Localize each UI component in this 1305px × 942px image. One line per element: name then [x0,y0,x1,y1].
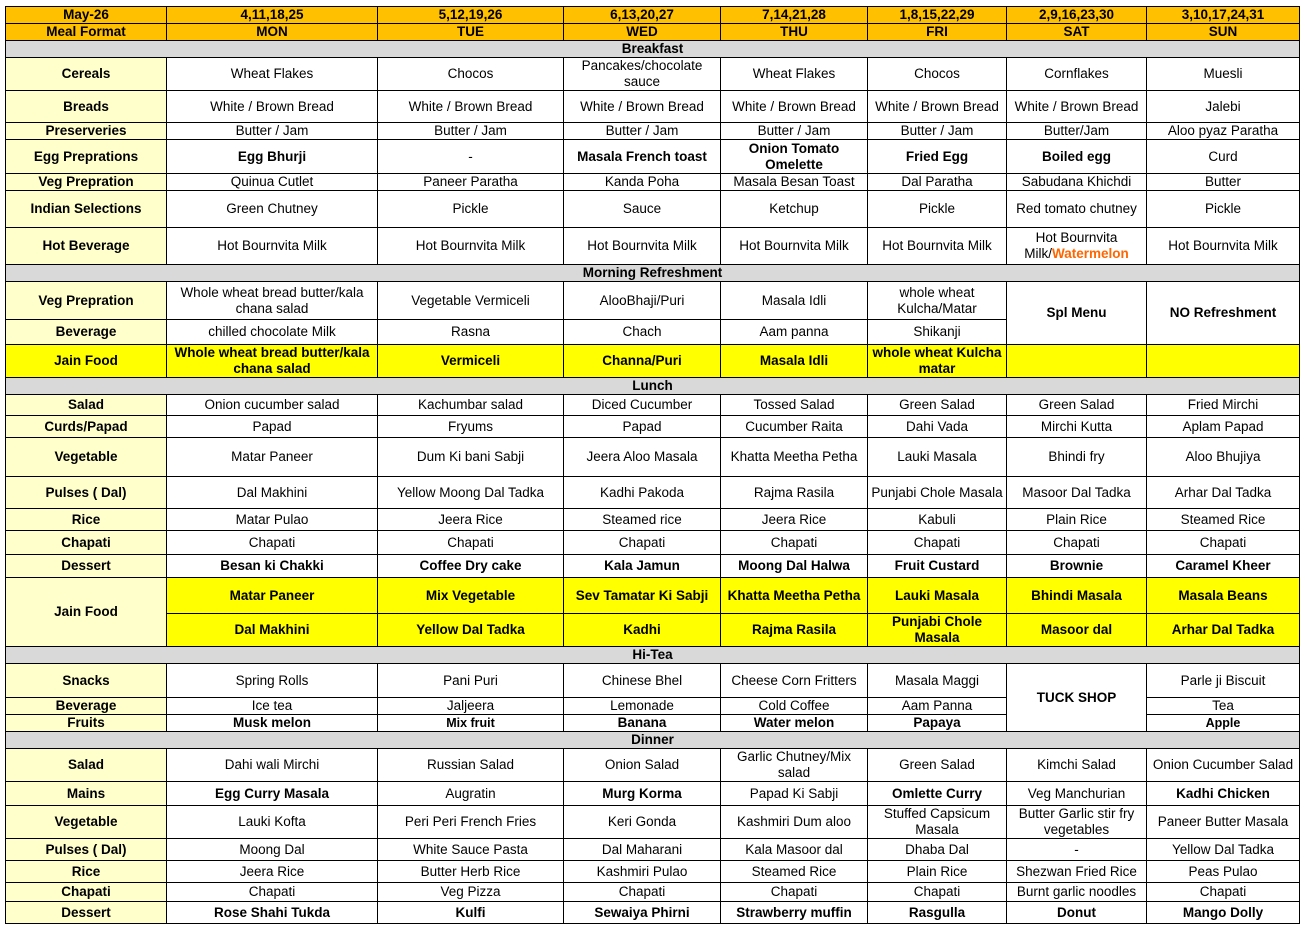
fruits-cell: Musk melon [167,715,378,732]
mains-cell: Egg Curry Masala [167,782,378,806]
dinner-dessert-row [6,902,1300,924]
dinner-pulses-label: Pulses ( Dal) [6,839,167,861]
snacks-cell: Pani Puri [378,664,564,698]
veg-preparation-cell: Dal Paratha [868,174,1007,191]
dinner-pulses-cell: Dal Maharani [564,839,721,861]
egg-preparations-row [6,140,1300,174]
dinner-vegetable-cell: Butter Garlic stir fry vegetables [1007,806,1147,839]
lunch-chapati-cell: Chapati [1147,531,1300,555]
fruits-cell: Water melon [721,715,868,732]
morning-beverage-cell: Rasna [378,320,564,345]
snacks-cell: Chinese Bhel [564,664,721,698]
veg-preparation-cell: Butter [1147,174,1300,191]
indian-selections-cell: Green Chutney [167,191,378,228]
dinner-dessert-label: Dessert [6,902,167,924]
no-refreshment-cell: NO Refreshment [1147,282,1300,345]
header-dates-row [6,7,1300,24]
fruits-cell: Apple [1147,715,1300,732]
veg-preparation-cell: Kanda Poha [564,174,721,191]
snacks-cell: Spring Rolls [167,664,378,698]
section-header: Lunch [6,378,1300,395]
cereals-cell: Chocos [868,58,1007,91]
curds-papad-cell: Aplam Papad [1147,416,1300,438]
mains-cell: Veg Manchurian [1007,782,1147,806]
jain-veg-cell: Matar Paneer [167,578,378,614]
section-dinner-row [6,732,1300,749]
lunch-pulses-label: Pulses ( Dal) [6,477,167,509]
lunch-rice-label: Rice [6,509,167,531]
breads-cell: White / Brown Bread [1007,91,1147,123]
section-header: Hi-Tea [6,647,1300,664]
dinner-rice-cell: Peas Pulao [1147,861,1300,883]
watermelon-text: Watermelon [1051,246,1129,261]
fruits-cell: Banana [564,715,721,732]
dinner-rice-cell: Butter Herb Rice [378,861,564,883]
curds-papad-cell: Dahi Vada [868,416,1007,438]
jain-dal-cell: Punjabi Chole Masala [868,614,1007,647]
veg-preparation-row [6,174,1300,191]
curds-papad-cell: Papad [167,416,378,438]
lunch-vegetable-row [6,438,1300,477]
snacks-cell: Cheese Corn Fritters [721,664,868,698]
lunch-salad-row [6,395,1300,416]
day-cell: MON [167,24,378,41]
cereals-cell: Wheat Flakes [167,58,378,91]
preserveries-cell: Butter/Jam [1007,123,1147,140]
lunch-chapati-cell: Chapati [378,531,564,555]
section-hitea-row [6,647,1300,664]
menu-table [5,6,1300,924]
indian-selections-cell: Pickle [1147,191,1300,228]
lunch-pulses-row [6,477,1300,509]
fruits-label: Fruits [6,715,167,732]
dinner-vegetable-cell: Lauki Kofta [167,806,378,839]
curds-papad-cell: Mirchi Kutta [1007,416,1147,438]
morning-veg-row [6,282,1300,320]
dinner-vegetable-cell: Stuffed Capsicum Masala [868,806,1007,839]
morning-jain-cell [1147,345,1300,378]
dinner-pulses-cell: White Sauce Pasta [378,839,564,861]
jain-veg-cell: Masala Beans [1147,578,1300,614]
preserveries-cell: Aloo pyaz Paratha [1147,123,1300,140]
dinner-dessert-cell: Mango Dolly [1147,902,1300,924]
menu-sheet [5,6,1300,924]
dinner-salad-cell: Russian Salad [378,749,564,782]
morning-beverage-cell: Shikanji [868,320,1007,345]
dinner-chapati-label: Chapati [6,883,167,902]
jain-food-label: Jain Food [6,578,167,647]
day-cell: THU [721,24,868,41]
menu-body [6,7,1300,924]
preserveries-cell: Butter / Jam [167,123,378,140]
date-cell: 1,8,15,22,29 [868,7,1007,24]
hitea-beverage-cell: Lemonade [564,698,721,715]
indian-selections-row [6,191,1300,228]
lunch-chapati-cell: Chapati [564,531,721,555]
indian-selections-label: Indian Selections [6,191,167,228]
dinner-rice-cell: Steamed Rice [721,861,868,883]
dinner-chapati-cell: Chapati [721,883,868,902]
lunch-rice-cell: Jeera Rice [378,509,564,531]
breads-cell: White / Brown Bread [167,91,378,123]
month-cell: May-26 [6,7,167,24]
morning-veg-cell: AlooBhaji/Puri [564,282,721,320]
hot-beverage-cell: Hot Bournvita Milk [167,228,378,265]
header-days-row [6,24,1300,41]
curds-papad-cell: Cucumber Raita [721,416,868,438]
dinner-salad-cell: Dahi wali Mirchi [167,749,378,782]
veg-preparation-cell: Masala Besan Toast [721,174,868,191]
dinner-chapati-cell: Chapati [868,883,1007,902]
breads-cell: White / Brown Bread [721,91,868,123]
lunch-pulses-cell: Kadhi Pakoda [564,477,721,509]
lunch-salad-cell: Diced Cucumber [564,395,721,416]
lunch-salad-cell: Green Salad [1007,395,1147,416]
hot-beverage-label: Hot Beverage [6,228,167,265]
lunch-jain-dal-row [6,614,1300,647]
day-cell: SUN [1147,24,1300,41]
lunch-rice-cell: Steamed Rice [1147,509,1300,531]
breads-cell: White / Brown Bread [378,91,564,123]
hot-beverage-cell [1007,228,1147,265]
tuck-shop-cell: TUCK SHOP [1007,664,1147,732]
spl-menu-cell: Spl Menu [1007,282,1147,345]
hitea-beverage-cell: Jaljeera [378,698,564,715]
hot-beverage-cell: Hot Bournvita Milk [378,228,564,265]
morning-jain-cell [1007,345,1147,378]
cereals-row [6,58,1300,91]
dinner-salad-cell: Onion Cucumber Salad [1147,749,1300,782]
egg-preparations-cell: Curd [1147,140,1300,174]
hitea-beverage-cell: Aam Panna [868,698,1007,715]
hot-beverage-cell: Hot Bournvita Milk [868,228,1007,265]
egg-preparations-label: Egg Preprations [6,140,167,174]
lunch-pulses-cell: Masoor Dal Tadka [1007,477,1147,509]
dinner-chapati-cell: Chapati [564,883,721,902]
fruits-cell: Papaya [868,715,1007,732]
date-cell: 6,13,20,27 [564,7,721,24]
curds-papad-cell: Fryums [378,416,564,438]
lunch-dessert-cell: Fruit Custard [868,555,1007,578]
jain-veg-cell: Mix Vegetable [378,578,564,614]
cereals-cell: Pancakes/chocolate sauce [564,58,721,91]
egg-preparations-cell: Fried Egg [868,140,1007,174]
jain-veg-cell: Sev Tamatar Ki Sabji [564,578,721,614]
dinner-vegetable-cell: Peri Peri French Fries [378,806,564,839]
hitea-beverage-cell: Cold Coffee [721,698,868,715]
lunch-chapati-label: Chapati [6,531,167,555]
dinner-vegetable-row [6,806,1300,839]
lunch-dessert-cell: Brownie [1007,555,1147,578]
mains-cell: Murg Korma [564,782,721,806]
day-cell: SAT [1007,24,1147,41]
dinner-salad-cell: Kimchi Salad [1007,749,1147,782]
snacks-row [6,664,1300,698]
mains-cell: Papad Ki Sabji [721,782,868,806]
egg-preparations-cell: - [378,140,564,174]
jain-dal-cell: Arhar Dal Tadka [1147,614,1300,647]
morning-veg-cell: whole wheat Kulcha/Matar [868,282,1007,320]
dinner-pulses-cell: Dhaba Dal [868,839,1007,861]
dinner-pulses-cell: Yellow Dal Tadka [1147,839,1300,861]
lunch-vegetable-cell: Aloo Bhujiya [1147,438,1300,477]
morning-jain-row [6,345,1300,378]
dinner-pulses-row [6,839,1300,861]
lunch-pulses-cell: Yellow Moong Dal Tadka [378,477,564,509]
lunch-dessert-cell: Kala Jamun [564,555,721,578]
dinner-rice-cell: Kashmiri Pulao [564,861,721,883]
section-header: Dinner [6,732,1300,749]
breads-row [6,91,1300,123]
breads-cell: White / Brown Bread [868,91,1007,123]
jain-veg-cell: Khatta Meetha Petha [721,578,868,614]
egg-preparations-cell: Masala French toast [564,140,721,174]
morning-beverage-cell: Aam panna [721,320,868,345]
veg-preparation-cell: Sabudana Khichdi [1007,174,1147,191]
dinner-salad-cell: Green Salad [868,749,1007,782]
snacks-cell: Parle ji Biscuit [1147,664,1300,698]
indian-selections-cell: Ketchup [721,191,868,228]
jain-dal-cell: Rajma Rasila [721,614,868,647]
mains-label: Mains [6,782,167,806]
dinner-dessert-cell: Donut [1007,902,1147,924]
section-lunch-row [6,378,1300,395]
dinner-rice-cell: Plain Rice [868,861,1007,883]
dinner-rice-cell: Jeera Rice [167,861,378,883]
dinner-vegetable-cell: Kashmiri Dum aloo [721,806,868,839]
cereals-cell: Wheat Flakes [721,58,868,91]
dinner-vegetable-cell: Keri Gonda [564,806,721,839]
egg-preparations-cell: Boiled egg [1007,140,1147,174]
lunch-salad-cell: Fried Mirchi [1147,395,1300,416]
lunch-salad-cell: Green Salad [868,395,1007,416]
egg-preparations-cell: Onion Tomato Omelette [721,140,868,174]
lunch-vegetable-label: Vegetable [6,438,167,477]
curds-papad-row [6,416,1300,438]
morning-veg-cell: Masala Idli [721,282,868,320]
date-cell: 3,10,17,24,31 [1147,7,1300,24]
beverage-label: Beverage [6,320,167,345]
breads-label: Breads [6,91,167,123]
dinner-chapati-cell: Chapati [167,883,378,902]
cereals-cell: Cornflakes [1007,58,1147,91]
hot-beverage-cell: Hot Bournvita Milk [721,228,868,265]
morning-veg-cell: Whole wheat bread butter/kala chana salad [167,282,378,320]
dinner-dessert-cell: Sewaiya Phirni [564,902,721,924]
section-morning-row [6,265,1300,282]
mains-cell: Kadhi Chicken [1147,782,1300,806]
dinner-salad-label: Salad [6,749,167,782]
lunch-chapati-cell: Chapati [868,531,1007,555]
dinner-dessert-cell: Rose Shahi Tukda [167,902,378,924]
mains-cell: Augratin [378,782,564,806]
indian-selections-cell: Red tomato chutney [1007,191,1147,228]
morning-jain-cell: whole wheat Kulcha matar [868,345,1007,378]
lunch-rice-cell: Jeera Rice [721,509,868,531]
lunch-pulses-cell: Arhar Dal Tadka [1147,477,1300,509]
jain-veg-cell: Lauki Masala [868,578,1007,614]
indian-selections-cell: Pickle [868,191,1007,228]
jain-dal-cell: Dal Makhini [167,614,378,647]
jain-veg-cell: Bhindi Masala [1007,578,1147,614]
dinner-salad-cell: Garlic Chutney/Mix salad [721,749,868,782]
lunch-pulses-cell: Rajma Rasila [721,477,868,509]
jain-dal-cell: Kadhi [564,614,721,647]
preserveries-label: Preserveries [6,123,167,140]
indian-selections-cell: Pickle [378,191,564,228]
date-cell: 2,9,16,23,30 [1007,7,1147,24]
dinner-salad-cell: Onion Salad [564,749,721,782]
dinner-pulses-cell: Kala Masoor dal [721,839,868,861]
lunch-dessert-row [6,555,1300,578]
jain-dal-cell: Masoor dal [1007,614,1147,647]
date-cell: 7,14,21,28 [721,7,868,24]
cereals-cell: Chocos [378,58,564,91]
dinner-rice-label: Rice [6,861,167,883]
dinner-vegetable-label: Vegetable [6,806,167,839]
morning-beverage-cell: Chach [564,320,721,345]
dinner-pulses-cell: - [1007,839,1147,861]
lunch-chapati-cell: Chapati [167,531,378,555]
veg-preparation-label: Veg Prepration [6,282,167,320]
lunch-salad-cell: Kachumbar salad [378,395,564,416]
lunch-dessert-cell: Caramel Kheer [1147,555,1300,578]
veg-preparation-label: Veg Prepration [6,174,167,191]
veg-preparation-cell: Quinua Cutlet [167,174,378,191]
mains-row [6,782,1300,806]
curds-papad-cell: Papad [564,416,721,438]
fruits-cell: Mix fruit [378,715,564,732]
preserveries-cell: Butter / Jam [564,123,721,140]
preserveries-cell: Butter / Jam [868,123,1007,140]
breads-cell: Jalebi [1147,91,1300,123]
lunch-dessert-cell: Besan ki Chakki [167,555,378,578]
dinner-chapati-cell: Chapati [1147,883,1300,902]
lunch-vegetable-cell: Bhindi fry [1007,438,1147,477]
jain-food-label: Jain Food [6,345,167,378]
snacks-cell: Masala Maggi [868,664,1007,698]
dinner-chapati-cell: Burnt garlic noodles [1007,883,1147,902]
lunch-vegetable-cell: Dum Ki bani Sabji [378,438,564,477]
dinner-dessert-cell: Kulfi [378,902,564,924]
lunch-vegetable-cell: Khatta Meetha Petha [721,438,868,477]
morning-jain-cell: Whole wheat bread butter/kala chana salad [167,345,378,378]
dinner-salad-row [6,749,1300,782]
dinner-rice-cell: Shezwan Fried Rice [1007,861,1147,883]
hot-beverage-cell: Hot Bournvita Milk [564,228,721,265]
lunch-pulses-cell: Punjabi Chole Masala [868,477,1007,509]
lunch-vegetable-cell: Matar Paneer [167,438,378,477]
lunch-salad-cell: Tossed Salad [721,395,868,416]
indian-selections-cell: Sauce [564,191,721,228]
breads-cell: White / Brown Bread [564,91,721,123]
preserveries-row [6,123,1300,140]
dinner-dessert-cell: Strawberry muffin [721,902,868,924]
hot-beverage-text: Hot Bournvita Milk/ [1024,230,1118,261]
hitea-beverage-cell: Tea [1147,698,1300,715]
day-cell: TUE [378,24,564,41]
date-cell: 5,12,19,26 [378,7,564,24]
preserveries-cell: Butter / Jam [721,123,868,140]
dinner-rice-row [6,861,1300,883]
lunch-salad-cell: Onion cucumber salad [167,395,378,416]
lunch-rice-cell: Kabuli [868,509,1007,531]
dinner-chapati-cell: Veg Pizza [378,883,564,902]
dinner-chapati-row [6,883,1300,902]
morning-jain-cell: Vermiceli [378,345,564,378]
lunch-jain-veg-row [6,578,1300,614]
lunch-rice-cell: Plain Rice [1007,509,1147,531]
lunch-dessert-label: Dessert [6,555,167,578]
hot-beverage-row [6,228,1300,265]
day-cell: FRI [868,24,1007,41]
lunch-chapati-cell: Chapati [1007,531,1147,555]
lunch-dessert-cell: Moong Dal Halwa [721,555,868,578]
lunch-chapati-row [6,531,1300,555]
cereals-label: Cereals [6,58,167,91]
veg-preparation-cell: Paneer Paratha [378,174,564,191]
cereals-cell: Muesli [1147,58,1300,91]
morning-jain-cell: Masala Idli [721,345,868,378]
dinner-vegetable-cell: Paneer Butter Masala [1147,806,1300,839]
lunch-vegetable-cell: Jeera Aloo Masala [564,438,721,477]
lunch-rice-cell: Steamed rice [564,509,721,531]
hot-beverage-cell: Hot Bournvita Milk [1147,228,1300,265]
lunch-salad-label: Salad [6,395,167,416]
section-breakfast-row [6,41,1300,58]
preserveries-cell: Butter / Jam [378,123,564,140]
beverage-label: Beverage [6,698,167,715]
snacks-label: Snacks [6,664,167,698]
curds-papad-label: Curds/Papad [6,416,167,438]
hitea-beverage-cell: Ice tea [167,698,378,715]
morning-jain-cell: Channa/Puri [564,345,721,378]
date-cell: 4,11,18,25 [167,7,378,24]
mains-cell: Omlette Curry [868,782,1007,806]
day-cell: WED [564,24,721,41]
morning-veg-cell: Vegetable Vermiceli [378,282,564,320]
section-header: Breakfast [6,41,1300,58]
dinner-pulses-cell: Moong Dal [167,839,378,861]
morning-beverage-cell: chilled chocolate Milk [167,320,378,345]
meal-format-label: Meal Format [6,24,167,41]
section-header: Morning Refreshment [6,265,1300,282]
lunch-rice-row [6,509,1300,531]
lunch-vegetable-cell: Lauki Masala [868,438,1007,477]
lunch-pulses-cell: Dal Makhini [167,477,378,509]
dinner-dessert-cell: Rasgulla [868,902,1007,924]
lunch-rice-cell: Matar Pulao [167,509,378,531]
egg-preparations-cell: Egg Bhurji [167,140,378,174]
lunch-dessert-cell: Coffee Dry cake [378,555,564,578]
lunch-chapati-cell: Chapati [721,531,868,555]
jain-dal-cell: Yellow Dal Tadka [378,614,564,647]
